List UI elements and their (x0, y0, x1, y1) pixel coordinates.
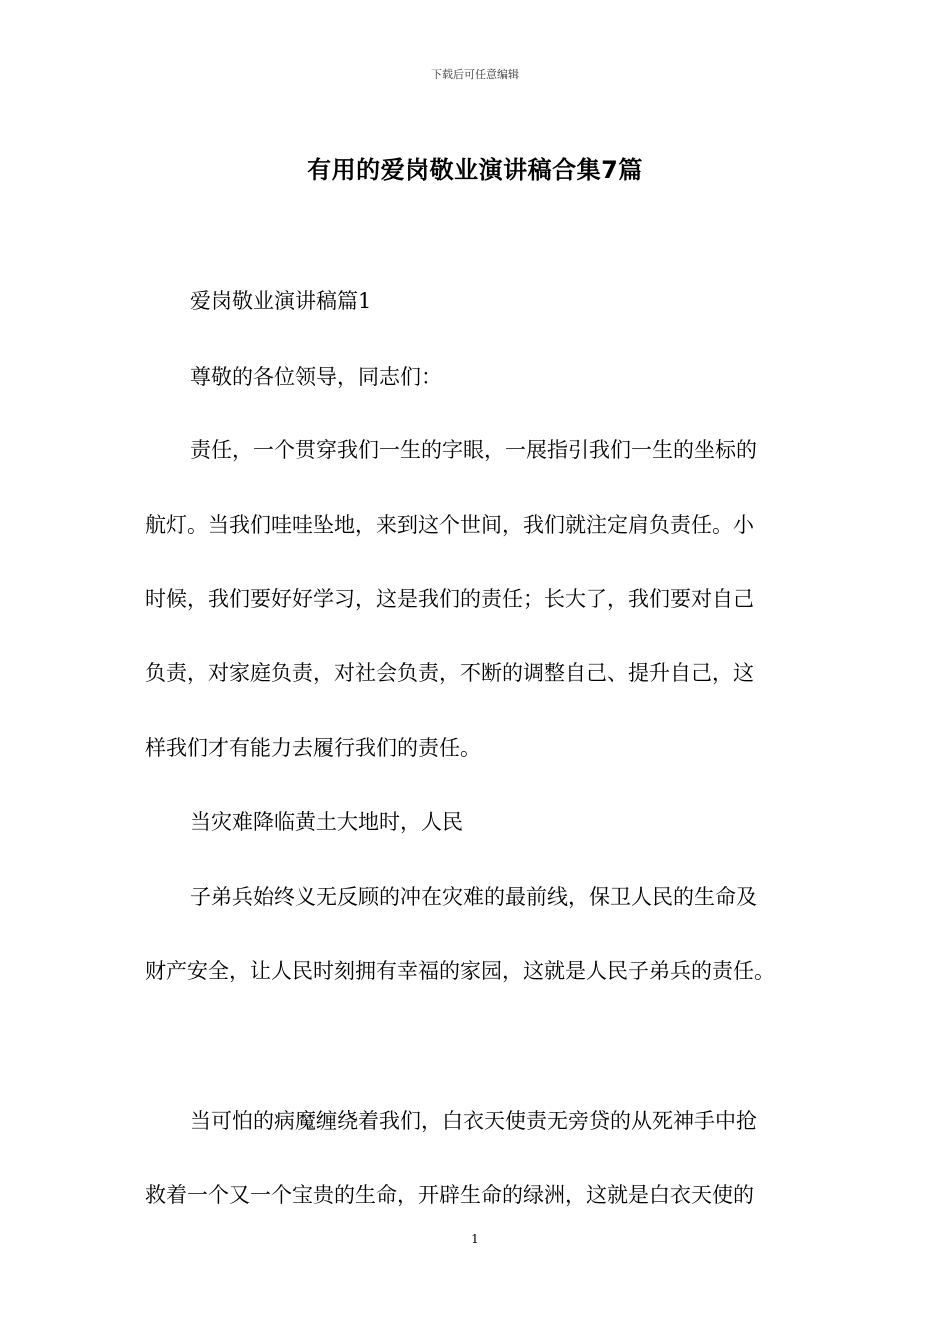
paragraph-line: 救着一个又一个宝贵的生命，开辟生命的绿洲，这就是白衣天使的 (145, 1183, 754, 1207)
paragraph-line: 时候，我们要好好学习，这是我们的责任；长大了，我们要对自己 (145, 587, 754, 611)
paragraph-line: 当灾难降临黄土大地时，人民 (190, 810, 463, 834)
paragraph-line: 子弟兵始终义无反顾的冲在灾难的最前线，保卫人民的生命及 (190, 885, 757, 909)
paragraph-line: 财产安全，让人民时刻拥有幸福的家园，这就是人民子弟兵的责任。 (145, 959, 775, 983)
paragraph-line: 样我们才有能力去履行我们的责任。 (145, 736, 481, 760)
paragraph-line: 负责，对家庭负责，对社会负责，不断的调整自己、提升自己，这 (145, 661, 754, 685)
document-title: 有用的爱岗敬业演讲稿合集7篇 (307, 156, 643, 184)
paragraph-line: 当可怕的病魔缠绕着我们，白衣天使责无旁贷的从死神手中抢 (190, 1109, 757, 1133)
salutation: 尊敬的各位领导，同志们： (190, 365, 442, 389)
section-heading: 爱岗敬业演讲稿篇1 (190, 289, 372, 313)
paragraph-line: 航灯。当我们哇哇坠地，来到这个世间，我们就注定肩负责任。小 (145, 513, 754, 537)
header-note: 下载后可任意编辑 (431, 68, 519, 81)
paragraph-line: 责任，一个贯穿我们一生的字眼，一展指引我们一生的坐标的 (190, 438, 757, 462)
page-number: 1 (471, 1232, 479, 1246)
